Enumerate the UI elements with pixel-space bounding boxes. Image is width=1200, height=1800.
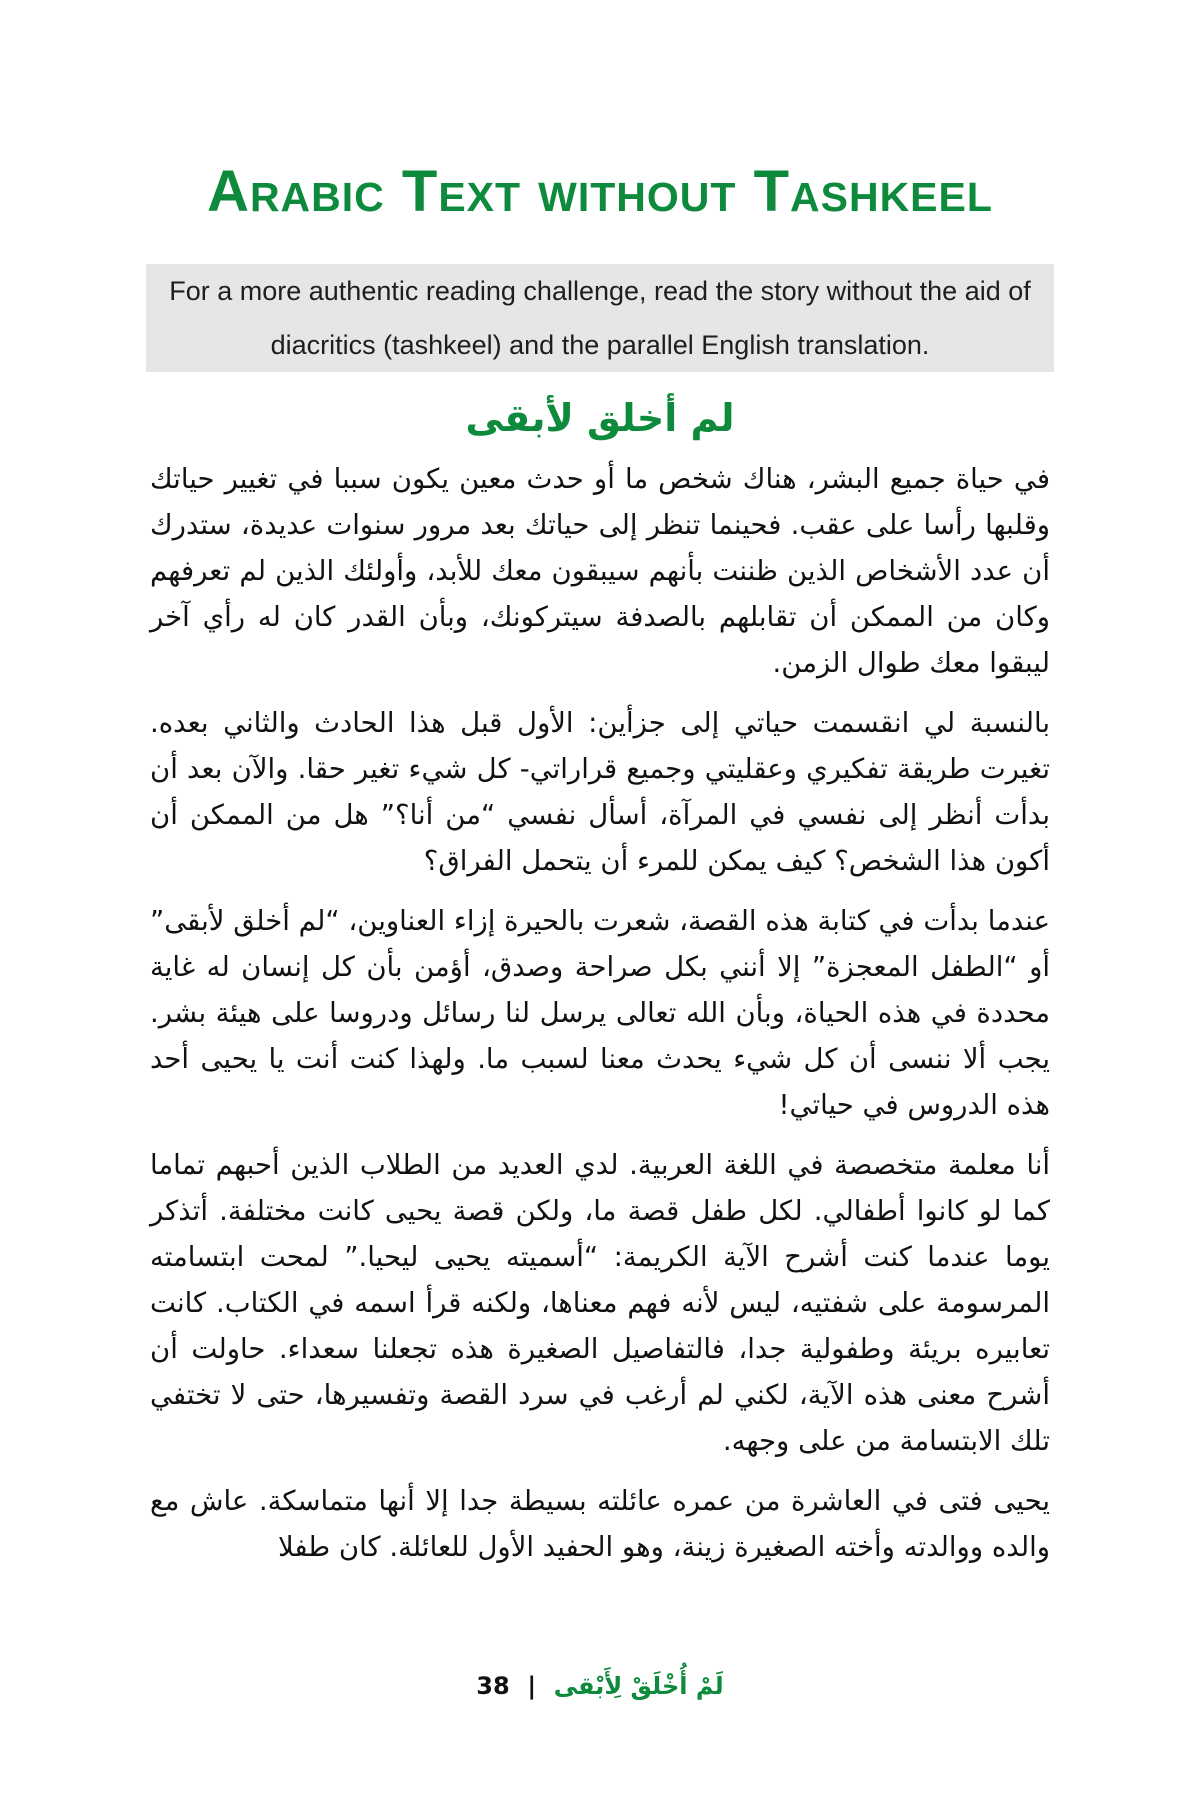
story-paragraph: بالنسبة لي انقسمت حياتي إلى جزأين: الأول قبل هذا الحادث والثاني بعده. تغيرت طريقة تفكيري وعقليتي وجميع قراراتي- كل شيء تغير حقا. والآن بعد أن بدأت أنظر إلى نفسي في المرآة، أسأل نفسي “من أنا؟” هل من الممكن أن أكون هذا الشخص؟ كيف يمكن للمرء أن يتحمل الفراق؟ — [150, 707, 1050, 877]
story-paragraph: عندما بدأت في كتابة هذه القصة، شعرت بالحيرة إزاء العناوين، “لم أخلق لأبقى” أو “الطفل المعجزة” إلا أنني بكل صراحة وصدق، أؤمن بأن كل إنسان له غاية محددة في هذه الحياة، وبأن الله تعالى يرسل لنا رسائل ودروسا على هيئة بشر. يجب ألا ننسى أن كل شيء يحدث معنا لسبب ما. ولهذا كنت أنت يا يحيى أحد هذه الدروس في حياتي! — [150, 905, 1050, 1121]
story-title: لم أخلق لأبقى — [465, 396, 735, 440]
intro-box — [146, 264, 1054, 372]
page-number: 38 — [476, 1672, 510, 1700]
footer-book-title: لَمْ أُخْلَقْ لِأَبْقى — [553, 1672, 724, 1700]
story-paragraph: أنا معلمة متخصصة في اللغة العربية. لدي العديد من الطلاب الذين أحبهم تماما كما لو كانوا أطفالي. لكل طفل قصة ما، ولكن قصة يحيى كانت مختلفة. أتذكر يوما عندما كنت أشرح الآية الكريمة: “أسميته يحيى ليحيا.” لمحت ابتسامته المرسومة على شفتيه، ليس لأنه فهم معناها، ولكنه قرأ اسمه في الكتاب. كانت تعابيره بريئة وطفولية جدا، فالتفاصيل الصغيرة هذه تجعلنا سعداء. حاولت أن أشرح معنى هذه الآية، لكني لم أرغب في سرد القصة وتفسيرها، حتى لا تختفي تلك الابتسامة من على وجهه. — [150, 1149, 1050, 1457]
page-footer — [0, 1672, 1200, 1700]
page-title: Arabic Text without Tashkeel — [207, 159, 993, 224]
intro-text: For a more authentic reading challenge, read the story without the aid of diacritics (tashkeel) and the parallel English translation. — [169, 276, 1031, 360]
story-paragraph: يحيى فتى في العاشرة من عمره عائلته بسيطة جدا إلا أنها متماسكة. عاش مع والده ووالدته وأخته الصغيرة زينة، وهو الحفيد الأول للعائلة. كان طفلا — [150, 1485, 1050, 1563]
story-paragraph: في حياة جميع البشر، هناك شخص ما أو حدث معين يكون سببا في تغيير حياتك وقلبها رأسا على عقب. فحينما تنظر إلى حياتك بعد مرور سنوات عديدة، ستدرك أن عدد الأشخاص الذين ظننت بأنهم سيبقون معك للأبد، وأولئك الذين لم تعرفهم وكان من الممكن أن تقابلهم بالصدفة سيتركونك، وبأن القدر كان له رأي آخر ليبقوا معك طوال الزمن. — [150, 463, 1050, 679]
footer-separator: | — [527, 1672, 537, 1700]
story-section — [150, 388, 1050, 1584]
